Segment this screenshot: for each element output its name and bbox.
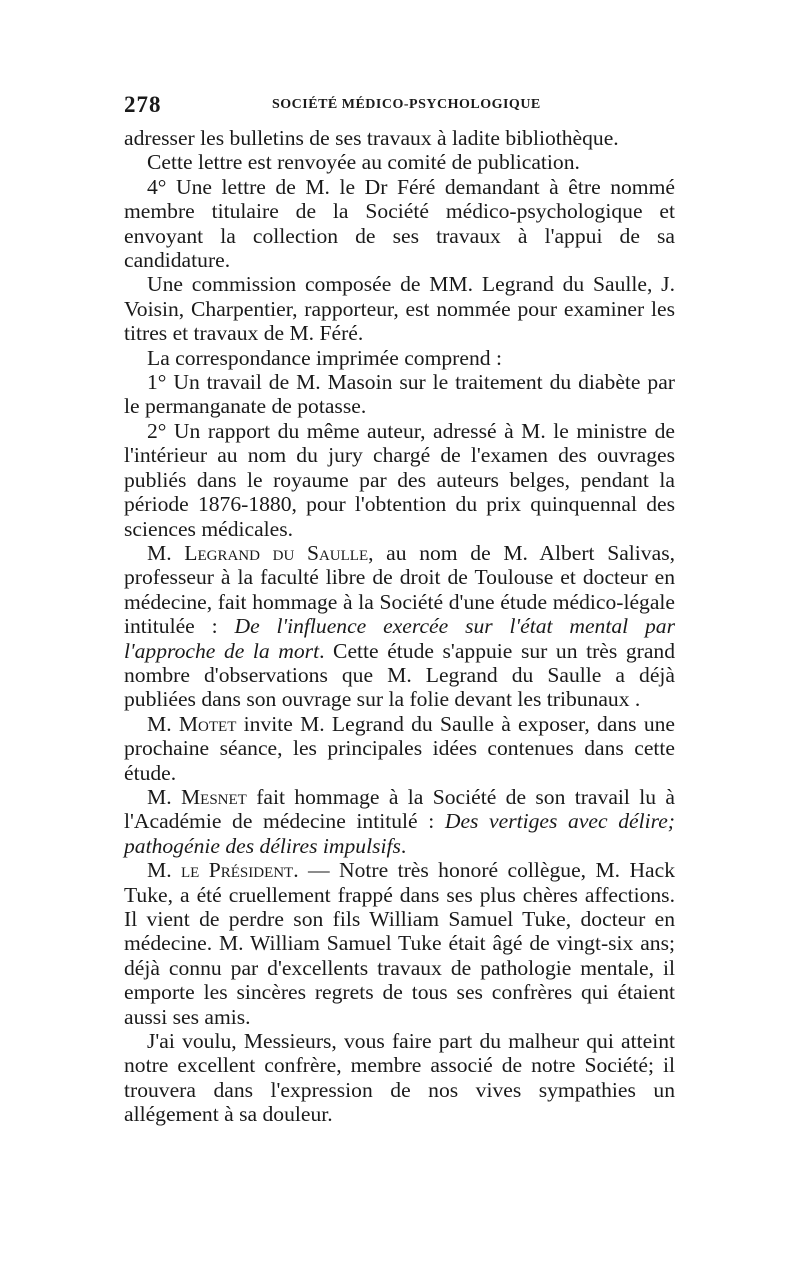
speaker-name: Motet [178,711,237,736]
paragraph-text: fait hommage à la Société de son travail lu à l'Académie de médecine intitulé : [124,784,675,834]
speaker-prefix: M. [147,711,179,736]
paragraph-condolence: J'ai voulu, Messieurs, vous faire part du malheur qui atteint notre excellent confrère, membre associé de notre Société; il trouvera dans l'expression de nos vives sympathies un allégement à sa douleur. [124,1029,675,1127]
speaker-name: Legrand du Saulle [184,540,369,565]
paragraph-printed-correspondence: La correspondance imprimée comprend : [147,345,502,370]
page-header [124,92,676,118]
paragraph-president [124,858,675,1029]
paragraph-mesnet [124,785,675,858]
paragraph-text: . [400,833,407,858]
paragraph-text: invite M. Legrand du Saulle à exposer, dans une prochaine séance, les principales idées contenues dans cette étude. [124,711,675,785]
paragraph-fere-letter: 4° Une lettre de M. le Dr Féré demandant à être nommé membre titulaire de la Société médico-psychologique et envoyant la collection de ses travaux à l'appui de sa candidature. [124,174,675,273]
paragraph-commission: Une commission composée de MM. Legrand du Saulle, J. Voisin, Charpentier, rapporteur, est nommée pour examiner les titres et travaux de M. Féré. [124,272,675,346]
running-title: SOCIÉTÉ MÉDICO-PSYCHOLOGIQUE [272,97,541,112]
paragraph-motet [124,712,675,785]
paragraph-text: , au nom de M. Albert Salivas, professeur à la faculté libre de droit de Toulouse et docteur en médecine, fait hommage à la Société d'une étude médico-légale intitulée : [124,540,675,639]
paragraph-legrand-du-saulle [124,541,675,712]
speaker-name: le Président [181,858,294,883]
body-text [124,126,675,1127]
speaker-name: Mesnet [180,784,247,809]
paragraph-masoin-work: 1° Un travail de M. Masoin sur le traitement du diabète par le permanganate de potasse. [124,370,675,419]
speaker-prefix: M. [147,784,181,809]
speaker-prefix: M. [147,540,185,565]
work-title: Des vertiges avec délire; pathogénie des délires impulsifs [124,809,675,858]
paragraph-text: . — Notre très honoré collègue, M. Hack Tuke, a été cruellement frappé dans ses plus chères affections. Il vient de perdre son fils William Samuel Tuke, docteur en médecine. M. William Samuel Tuke était âgé de vingt-six ans; déjà connu par d'excellents travaux de pathologie mentale, il emporte les sincères regrets de tous ses confrères qui étaient aussi ses amis. [124,858,675,1029]
paragraph-text: . Cette étude s'appuie sur un très grand nombre d'observations que M. Legrand du Saulle a déjà publiées dans son ouvrage sur la folie devant les tribunaux . [124,638,676,712]
paragraph-masoin-report: 2° Un rapport du même auteur, adressé à M. le ministre de l'intérieur au nom du jury chargé de l'examen des ouvrages publiés dans le royaume par des auteurs belges, pendant la période 1876-1880, pour l'obtention du prix quinquennal des sciences médicales. [124,418,675,541]
paragraph-referral: Cette lettre est renvoyée au comité de publication. [147,150,580,175]
work-title: De l'influence exercée sur l'état mental par l'approche de la mort [124,614,675,663]
paragraph-continuation: adresser les bulletins de ses travaux à ladite bibliothèque. [124,126,619,150]
speaker-prefix: M. [147,858,181,883]
page-number: 278 [124,92,162,117]
